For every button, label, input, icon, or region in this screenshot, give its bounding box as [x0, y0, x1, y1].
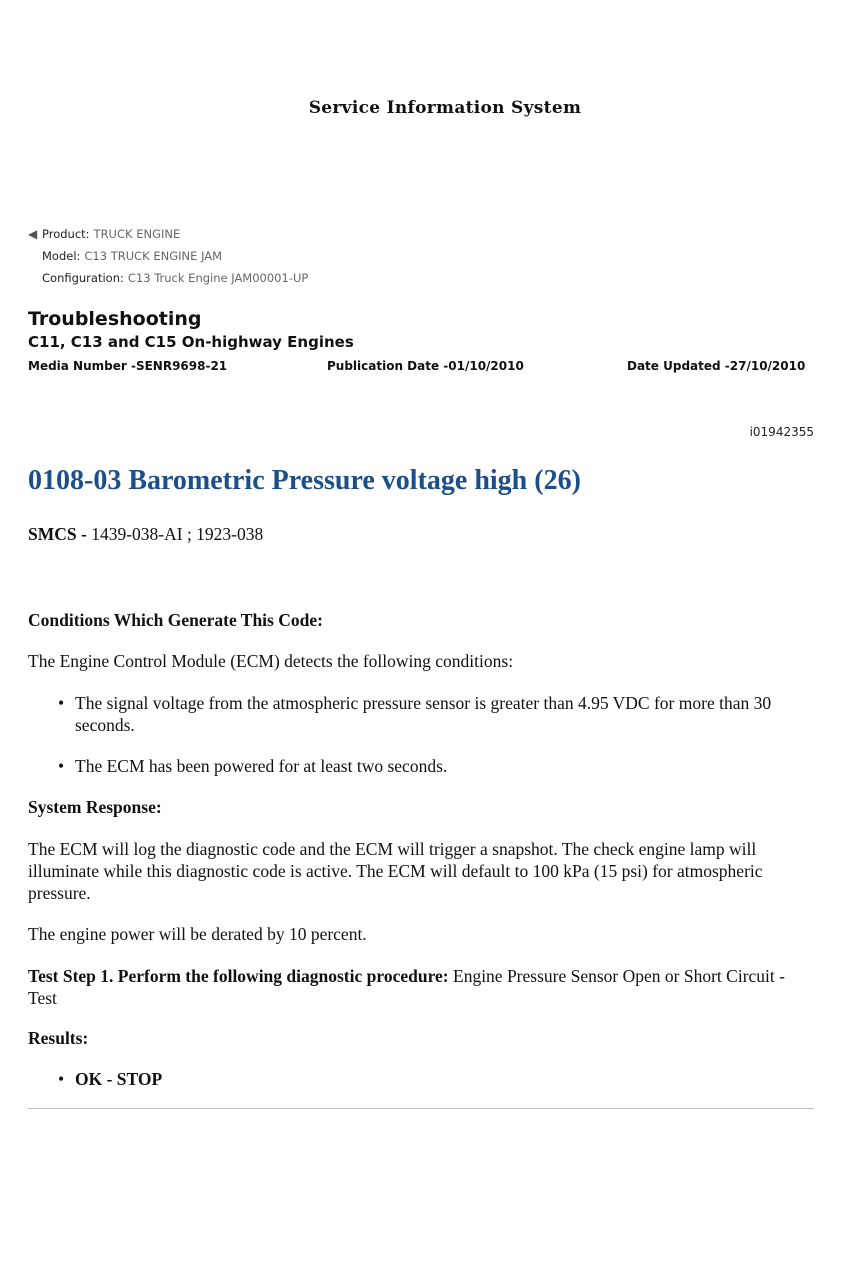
chevron-left-icon[interactable]: ◀: [28, 227, 38, 241]
response-heading: System Response:: [28, 797, 162, 817]
results-heading: Results:: [28, 1028, 89, 1048]
document-id: i01942355: [749, 425, 814, 439]
condition-text: The ECM has been powered for at least two seconds.: [75, 756, 448, 776]
list-item: • OK - STOP: [58, 1068, 798, 1090]
system-title: Service Information System: [308, 98, 582, 118]
doc-title: Troubleshooting: [28, 308, 202, 330]
condition-text: The signal voltage from the atmospheric pressure sensor is greater than 4.95 VDC for more than 30 seconds.: [75, 693, 772, 735]
test-step-label: Test Step 1. Perform the following diagnostic procedure:: [28, 966, 449, 986]
model-value: C13 TRUCK ENGINE JAM: [84, 249, 223, 263]
smcs-label: SMCS -: [28, 524, 87, 544]
list-item: • The signal voltage from the atmospheric pressure sensor is greater than 4.95 VDC for more than 30 seconds.: [58, 692, 798, 736]
date-updated: Date Updated -27/10/2010: [627, 359, 806, 373]
conditions-heading: Conditions Which Generate This Code:: [28, 610, 323, 630]
list-item: • The ECM has been powered for at least two seconds.: [58, 755, 798, 777]
configuration-label: Configuration:: [42, 271, 124, 285]
smcs-value: 1439-038-AI ; 1923-038: [91, 524, 264, 544]
media-number: Media Number -SENR9698-21: [28, 359, 228, 373]
response-text: The ECM will log the diagnostic code and the ECM will trigger a snapshot. The check engine lamp will illuminate while this diagnostic code is active. The ECM will default to 100 kPa (15 psi) for atmospheric pressure.: [28, 839, 763, 903]
doc-subtitle: C11, C13 and C15 On-highway Engines: [28, 333, 354, 351]
configuration-row: [28, 267, 308, 289]
publication-date: Publication Date -01/10/2010: [327, 359, 524, 373]
test-step: [28, 965, 808, 1009]
model-label: Model:: [42, 249, 81, 263]
product-row: [28, 223, 308, 245]
product-info: [28, 223, 308, 289]
derate-text: The engine power will be derated by 10 percent.: [28, 924, 367, 944]
article-title: 0108-03 Barometric Pressure voltage high (26): [28, 465, 581, 496]
result-text: OK - STOP: [75, 1069, 163, 1089]
product-label: Product:: [42, 227, 90, 241]
model-row: [28, 245, 308, 267]
smcs-line: [28, 523, 808, 545]
product-value: TRUCK ENGINE: [93, 227, 181, 241]
test-step-link[interactable]: Engine Pressure Sensor Open or Short Circuit - Test: [28, 966, 785, 1008]
conditions-intro: The Engine Control Module (ECM) detects the following conditions:: [28, 651, 514, 671]
divider: [28, 1108, 814, 1109]
configuration-value: C13 Truck Engine JAM00001-UP: [127, 271, 309, 285]
